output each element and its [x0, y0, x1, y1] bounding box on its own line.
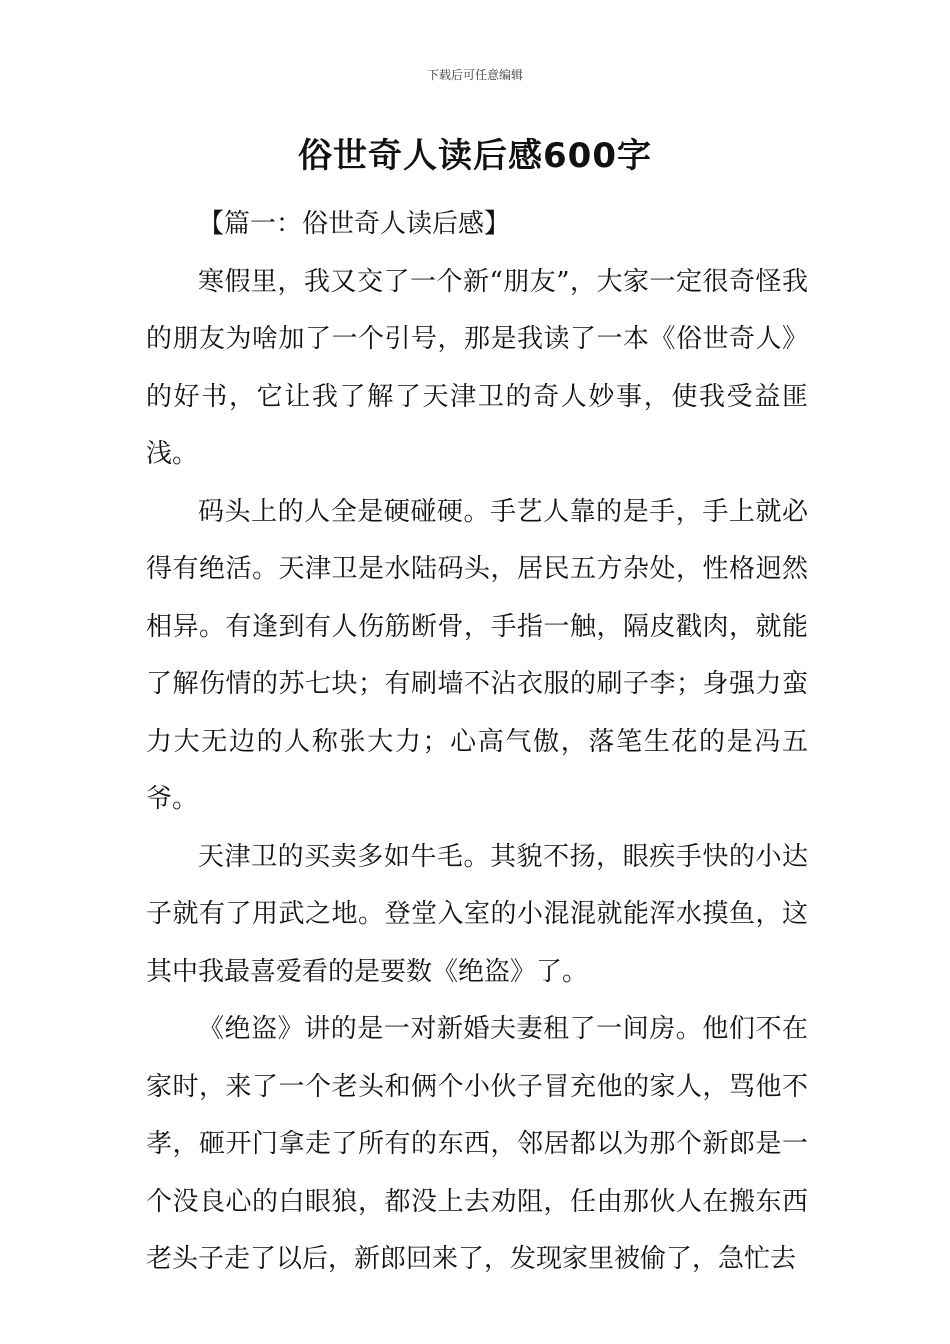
section-heading: 【篇一：俗世奇人读后感】 [198, 209, 511, 239]
paragraph-2: 码头上的人全是硬碰硬。手艺人靠的是手，手上就必得有绝活。天津卫是水陆码头，居民五方杂处，性格迥然相异。有逢到有人伤筋断骨，手指一触，隔皮戳肉，就能了解伤情的苏七块；有刷墙不沾衣服的刷子李；身强力蛮力大无边的人称张大力；心高气傲，落笔生花的是冯五爷。 [146, 496, 808, 814]
paragraph-3: 天津卫的买卖多如牛毛。其貌不扬，眼疾手快的小达子就有了用武之地。登堂入室的小混混就能浑水摸鱼，这其中我最喜爱看的是要数《绝盗》了。 [146, 841, 808, 987]
paragraph-4: 《绝盗》讲的是一对新婚夫妻租了一间房。他们不在家时，来了一个老头和俩个小伙子冒充他的家人，骂他不孝，砸开门拿走了所有的东西，邻居都以为那个新郎是一个没良心的白眼狼，都没上去劝阻，任由那伙人在搬东西老头子走了以后，新郎回来了，发现家里被偷了，急忙去 [146, 1014, 808, 1274]
document-title: 俗世奇人读后感600字 [298, 136, 652, 176]
document-body [146, 196, 808, 1289]
paragraph-1: 寒假里，我又交了一个新“朋友”，大家一定很奇怪我的朋友为啥加了一个引号，那是我读了一本《俗世奇人》的好书，它让我了解了天津卫的奇人妙事，使我受益匪浅。 [146, 266, 808, 469]
header-note: 下载后可任意编辑 [426, 68, 523, 82]
